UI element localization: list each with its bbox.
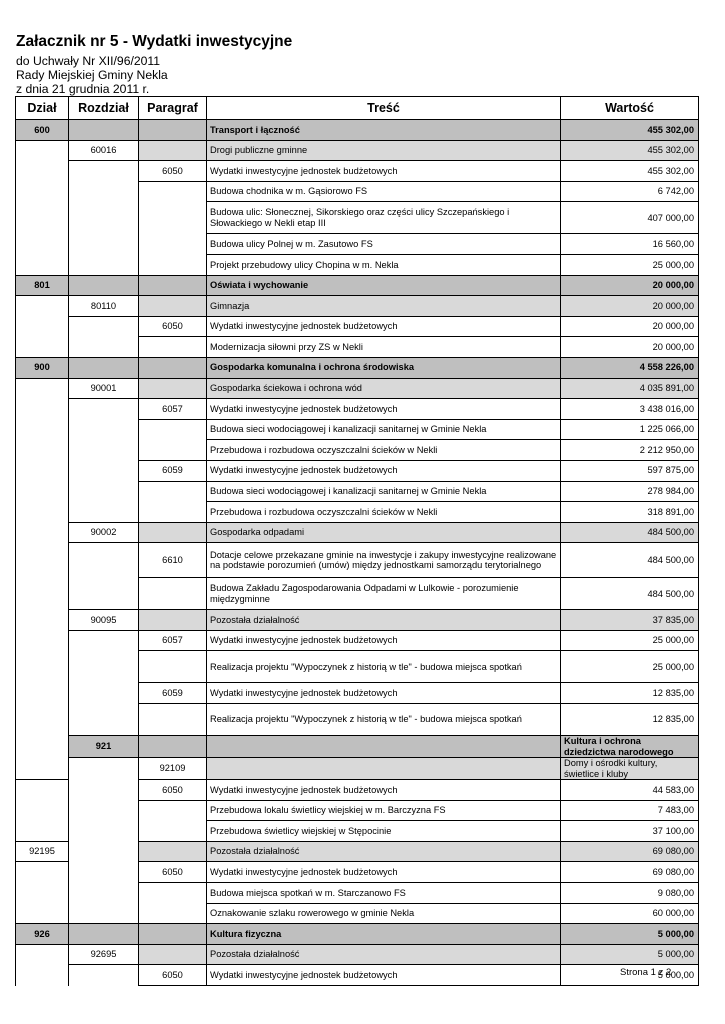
paragraf-code: 6050	[139, 780, 207, 801]
paragraf-value: 597 875,00	[561, 460, 699, 481]
paragraf-row	[16, 543, 699, 578]
rozdzial-name: Pozostała działalność	[207, 944, 561, 965]
paragraf-row	[16, 161, 699, 182]
paragraf-value: 3 438 016,00	[561, 399, 699, 420]
paragraf-row	[16, 630, 699, 651]
dzial-row	[16, 924, 699, 945]
task-name: Budowa miejsca spotkań w m. Starczanowo FS	[207, 883, 561, 904]
col-paragraf: Paragraf	[139, 97, 207, 120]
dzial-row	[16, 357, 699, 378]
col-rozdzial: Rozdział	[69, 97, 139, 120]
task-name: Oznakowanie szlaku rowerowego w gminie Nekla	[207, 903, 561, 924]
paragraf-name: Wydatki inwestycyjne jednostek budżetowych	[207, 965, 561, 986]
dzial-code: 926	[16, 924, 69, 945]
task-value: 6 742,00	[561, 181, 699, 202]
paragraf-value: 69 080,00	[561, 862, 699, 883]
paragraf-row	[16, 316, 699, 337]
rozdzial-code: 92695	[69, 944, 139, 965]
task-name: Budowa Zakładu Zagospodarowania Odpadami w Lulkowie - porozumienie międzygminne	[207, 578, 561, 610]
document-title: Załacznik nr 5 - Wydatki inwestycyjne	[16, 33, 293, 50]
rozdzial-name: Domy i ośrodki kultury, świetlice i kluby	[561, 758, 699, 780]
rozdzial-value: 4 035 891,00	[561, 378, 699, 399]
rozdzial-code: 90002	[69, 522, 139, 543]
rozdzial-name: Pozostała działalność	[207, 610, 561, 631]
date-line: z dnia 21 grudnia 2011 r.	[16, 82, 150, 96]
dzial-value: 4 558 226,00	[561, 357, 699, 378]
rozdzial-name: Pozostała działalność	[207, 841, 561, 862]
dzial-row	[16, 275, 699, 296]
paragraf-code: 6059	[139, 683, 207, 704]
dzial-row	[16, 120, 699, 141]
task-name: Przebudowa i rozbudowa oczyszczalni ścieków w Nekli	[207, 502, 561, 523]
dzial-name: Kultura i ochrona dziedzictwa narodowego	[561, 736, 699, 758]
paragraf-code: 6059	[139, 460, 207, 481]
task-name: Realizacja projektu "Wypoczynek z historią w tle" - budowa miejsca spotkań	[207, 704, 561, 736]
rozdzial-row	[16, 610, 699, 631]
rozdzial-value: 37 835,00	[561, 610, 699, 631]
paragraf-code: 6057	[139, 399, 207, 420]
rozdzial-code: 92109	[139, 758, 207, 780]
task-name: Budowa chodnika w m. Gąsiorowo FS	[207, 181, 561, 202]
paragraf-code: 6057	[139, 630, 207, 651]
resolution-line: do Uchwały Nr XII/96/2011	[16, 54, 161, 68]
rozdzial-code: 80110	[69, 296, 139, 317]
paragraf-value: 455 302,00	[561, 161, 699, 182]
task-name: Realizacja projektu "Wypoczynek z historią w tle" - budowa miejsca spotkań	[207, 651, 561, 683]
paragraf-code: 6050	[139, 161, 207, 182]
rozdzial-row	[16, 296, 699, 317]
rozdzial-name: Gimnazja	[207, 296, 561, 317]
task-name: Przebudowa świetlicy wiejskiej w Stępocinie	[207, 821, 561, 842]
task-name: Modernizacja siłowni przy ZS w Nekli	[207, 337, 561, 358]
page-number: Strona 1 z 2	[620, 967, 672, 978]
rozdzial-row	[16, 758, 699, 780]
rozdzial-code: 90095	[69, 610, 139, 631]
rozdzial-row	[16, 522, 699, 543]
task-value: 20 000,00	[561, 337, 699, 358]
paragraf-value: 25 000,00	[561, 630, 699, 651]
paragraf-value: 44 583,00	[561, 780, 699, 801]
task-value: 12 835,00	[561, 704, 699, 736]
col-dzial: Dział	[16, 97, 69, 120]
paragraf-value: 5 000,00	[561, 965, 699, 986]
rozdzial-value: 5 000,00	[561, 944, 699, 965]
dzial-code: 600	[16, 120, 69, 141]
dzial-row	[16, 736, 699, 758]
rozdzial-code: 92195	[16, 841, 69, 862]
col-wartosc: Wartość	[561, 97, 699, 120]
dzial-value: 455 302,00	[561, 120, 699, 141]
paragraf-name: Wydatki inwestycyjne jednostek budżetowych	[207, 161, 561, 182]
task-value: 25 000,00	[561, 254, 699, 275]
rozdzial-code: 60016	[69, 140, 139, 161]
rozdzial-name: Drogi publiczne gminne	[207, 140, 561, 161]
rozdzial-row	[16, 944, 699, 965]
paragraf-code: 6050	[139, 316, 207, 337]
paragraf-code: 6050	[139, 965, 207, 986]
paragraf-row	[16, 399, 699, 420]
task-value: 16 560,00	[561, 234, 699, 255]
task-name: Budowa sieci wodociągowej i kanalizacji sanitarnej w Gminie Nekla	[207, 481, 561, 502]
paragraf-name: Wydatki inwestycyjne jednostek budżetowych	[207, 780, 561, 801]
rozdzial-name: Gospodarka ściekowa i ochrona wód	[207, 378, 561, 399]
task-value: 2 212 950,00	[561, 440, 699, 461]
paragraf-value: 12 835,00	[561, 683, 699, 704]
rozdzial-code: 90001	[69, 378, 139, 399]
task-name: Budowa sieci wodociągowej i kanalizacji sanitarnej w Gminie Nekla	[207, 419, 561, 440]
task-value: 484 500,00	[561, 578, 699, 610]
task-value: 25 000,00	[561, 651, 699, 683]
rozdzial-value: 455 302,00	[561, 140, 699, 161]
paragraf-name: Wydatki inwestycyjne jednostek budżetowych	[207, 862, 561, 883]
task-value: 318 891,00	[561, 502, 699, 523]
task-value: 60 000,00	[561, 903, 699, 924]
task-name: Projekt przebudowy ulicy Chopina w m. Nekla	[207, 254, 561, 275]
rozdzial-value: 20 000,00	[561, 296, 699, 317]
task-value: 278 984,00	[561, 481, 699, 502]
paragraf-name: Wydatki inwestycyjne jednostek budżetowych	[207, 683, 561, 704]
dzial-name: Transport i łączność	[207, 120, 561, 141]
paragraf-name: Wydatki inwestycyjne jednostek budżetowych	[207, 316, 561, 337]
task-name: Budowa ulicy Polnej w m. Zasutowo FS	[207, 234, 561, 255]
task-value: 7 483,00	[561, 800, 699, 821]
task-name: Budowa ulic: Słonecznej, Sikorskiego oraz części ulicy Szczepańskiego i Słowackiego w Nekli etap III	[207, 202, 561, 234]
dzial-name: Gospodarka komunalna i ochrona środowiska	[207, 357, 561, 378]
paragraf-name: Wydatki inwestycyjne jednostek budżetowych	[207, 460, 561, 481]
dzial-name: Kultura fizyczna	[207, 924, 561, 945]
paragraf-name: Wydatki inwestycyjne jednostek budżetowych	[207, 399, 561, 420]
rozdzial-value: 484 500,00	[561, 522, 699, 543]
dzial-code: 801	[16, 275, 69, 296]
paragraf-name: Wydatki inwestycyjne jednostek budżetowych	[207, 630, 561, 651]
task-name: Przebudowa i rozbudowa oczyszczalni ścieków w Nekli	[207, 440, 561, 461]
dzial-name: Oświata i wychowanie	[207, 275, 561, 296]
dzial-code: 921	[69, 736, 139, 758]
dzial-value: 5 000,00	[561, 924, 699, 945]
paragraf-row	[16, 965, 699, 986]
paragraf-value: 20 000,00	[561, 316, 699, 337]
expenditure-table	[15, 96, 699, 986]
task-value: 407 000,00	[561, 202, 699, 234]
rozdzial-row	[16, 378, 699, 399]
rozdzial-value: 69 080,00	[561, 841, 699, 862]
dzial-value: 20 000,00	[561, 275, 699, 296]
table-header-row	[16, 97, 699, 120]
paragraf-code: 6610	[139, 543, 207, 578]
paragraf-code: 6050	[139, 862, 207, 883]
task-value: 1 225 066,00	[561, 419, 699, 440]
paragraf-value: 484 500,00	[561, 543, 699, 578]
council-line: Rady Miejskiej Gminy Nekla	[16, 68, 168, 82]
rozdzial-row	[16, 140, 699, 161]
paragraf-name: Dotacje celowe przekazane gminie na inwestycje i zakupy inwestycyjne realizowane na podstawie porozumień (umów) między jednostkami samorządu terytorialnego	[207, 543, 561, 578]
rozdzial-name: Gospodarka odpadami	[207, 522, 561, 543]
col-tresc: Treść	[207, 97, 561, 120]
task-value: 37 100,00	[561, 821, 699, 842]
dzial-code: 900	[16, 357, 69, 378]
task-name: Przebudowa lokalu świetlicy wiejskiej w m. Barczyzna FS	[207, 800, 561, 821]
task-value: 9 080,00	[561, 883, 699, 904]
